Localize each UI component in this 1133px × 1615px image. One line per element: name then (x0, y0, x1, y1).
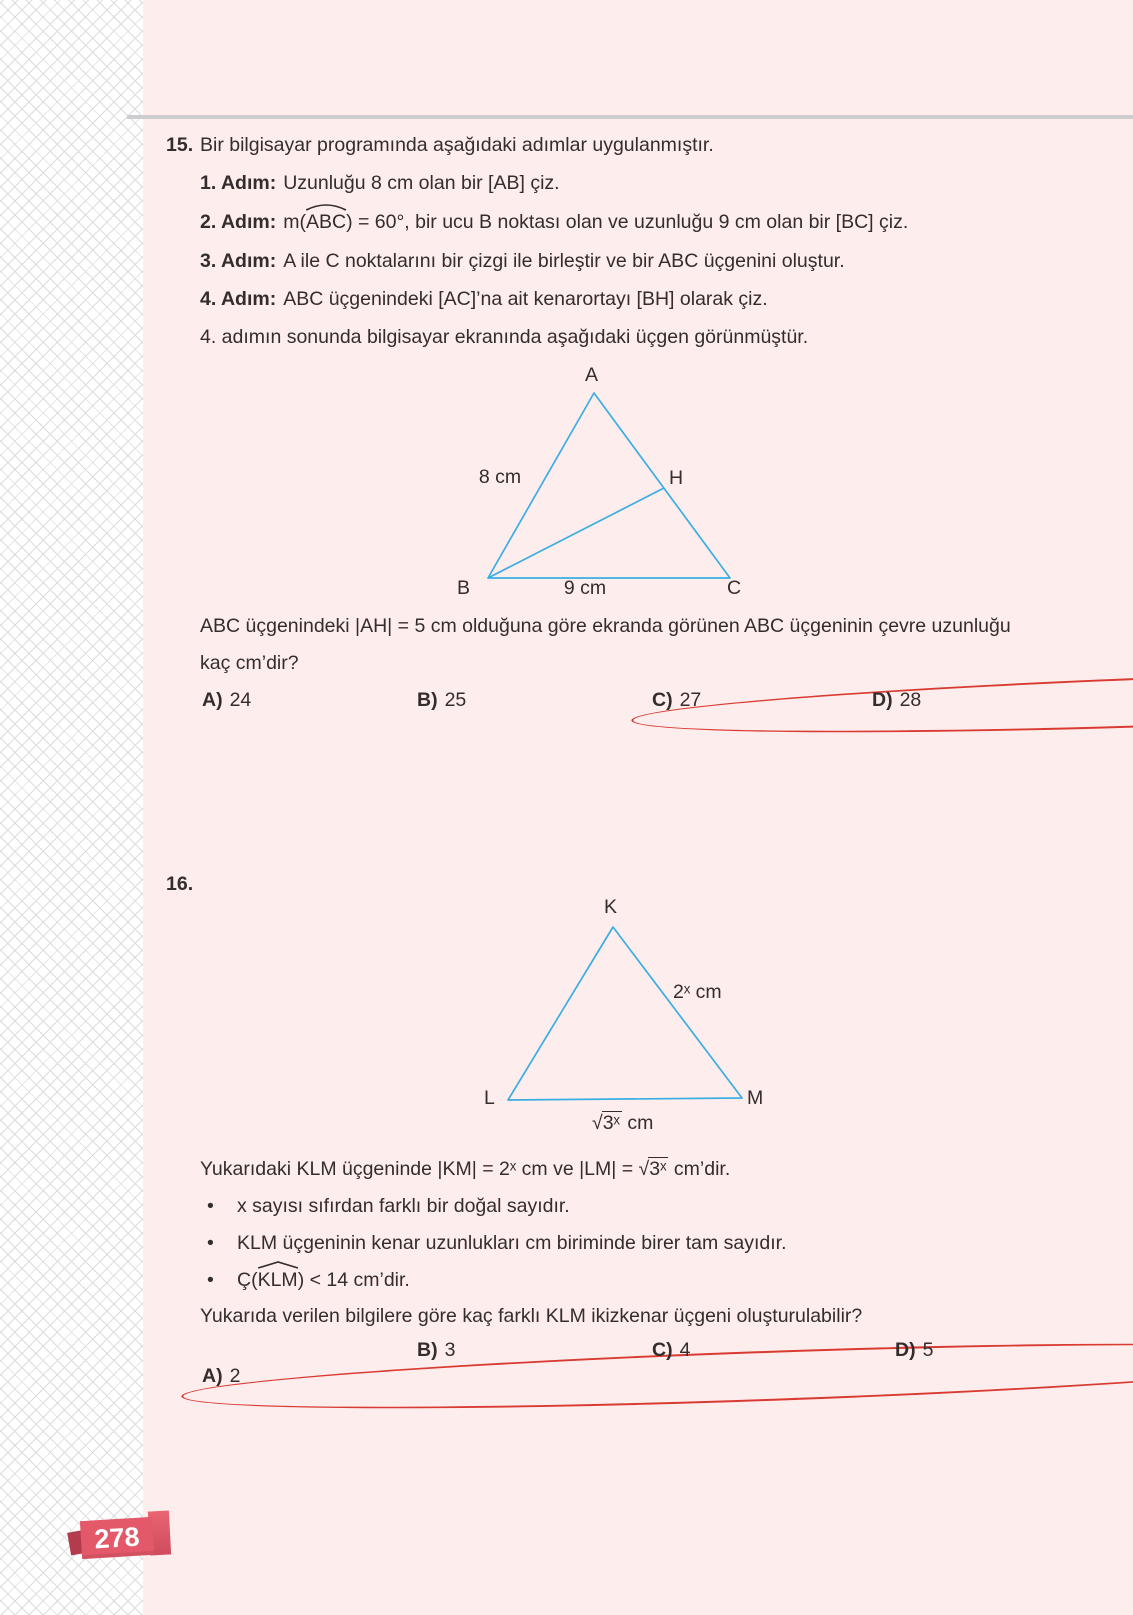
q16-bullet-3 (207, 1268, 410, 1292)
perimeter-klm-notation (258, 1268, 298, 1292)
q15-step-1 (200, 171, 560, 195)
q16-bullet-2-text: KLM üçgeninin kenar uzunlukları cm biriminde birer tam sayıdır. (237, 1232, 787, 1254)
bullet-dot-icon: • (207, 1269, 214, 1291)
q16-option-d-value: 5 (922, 1339, 934, 1361)
q15-step-4 (200, 287, 768, 311)
side-lm-label (592, 1111, 653, 1135)
q16-option-a-letter: A) (202, 1365, 223, 1388)
q15-option-d-value: 28 (899, 689, 922, 711)
q16-bullet-1 (207, 1194, 570, 1218)
point-h-label: H (669, 467, 684, 489)
q15-number-text: 15. (166, 134, 194, 156)
vertex-b-label: B (457, 577, 471, 599)
q16-intro-before: Yukarıdaki KLM üçgeninde |KM| = 2ˣ cm ve |LM| = (200, 1158, 639, 1180)
page-number-badge (80, 1517, 154, 1559)
header-rule (127, 115, 1133, 119)
q15-step-4-text: ABC üçgenindeki [AC]’na ait kenarortayı [BH] olarak çiz. (283, 288, 768, 310)
page-number: 278 (93, 1521, 141, 1554)
q16-option-a-circled (200, 1363, 1133, 1389)
q15-option-a-value: 24 (229, 689, 252, 711)
roof-over-klm-icon (256, 1261, 300, 1269)
vertex-k-label: K (604, 896, 618, 918)
q15-option-c-letter: C) (652, 689, 673, 711)
q15-option-d (870, 687, 923, 713)
q15-option-a-letter: A) (202, 689, 223, 711)
sqrt-unit: cm (621, 1112, 654, 1134)
q16-option-c-value: 4 (679, 1339, 691, 1361)
q15-step-2 (200, 210, 908, 234)
side-ab-label: 8 cm (478, 466, 522, 488)
q15-number (166, 133, 193, 157)
q15-step-note: 4. adımın sonunda bilgisayar ekranında aşağıdaki üçgen görünmüştür. (200, 326, 809, 348)
triangle-abc-diagram (410, 356, 790, 606)
q16-bullet-3-hat-letters: KLM (257, 1269, 298, 1291)
q16-intro (200, 1157, 730, 1181)
triangle-klm-outline (508, 927, 742, 1100)
q16-intro-sqrt-sign: √ (638, 1158, 649, 1180)
vertex-m-label: M (747, 1087, 764, 1109)
q16-option-d (893, 1337, 935, 1363)
q15-option-c-value: 27 (679, 689, 702, 711)
q15-body-line2: kaç cm’dir? (200, 652, 299, 674)
q16-bullet-1-text: x sayısı sıfırdan farklı bir doğal sayıdır. (237, 1195, 570, 1217)
side-bc-label: 9 cm (563, 577, 607, 599)
q16-number (166, 872, 193, 896)
q15-intro: Bir bilgisayar programında aşağıdaki adımlar uygulanmıştır. (200, 134, 714, 156)
q15-step-4-label: 4. Adım: (200, 288, 277, 310)
vertex-a-label: A (585, 364, 599, 386)
q16-option-b-value: 3 (444, 1339, 456, 1361)
q16-option-b-letter: B) (417, 1339, 438, 1361)
side-km-label: 2ˣ cm (673, 981, 722, 1003)
q16-option-d-letter: D) (895, 1339, 916, 1361)
q15-step-1-label: 1. Adım: (200, 172, 277, 194)
q15-option-b-value: 25 (444, 689, 467, 711)
q15-step-2-pre: m( (283, 211, 306, 233)
q16-option-b (415, 1337, 457, 1363)
q16-option-c-letter: C) (652, 1339, 673, 1361)
margin-hatch-pattern (0, 0, 143, 1615)
q15-step-3-text: A ile C noktalarını bir çizgi ile birleştir ve bir ABC üçgenini oluştur. (283, 250, 845, 272)
q15-option-a (200, 687, 253, 713)
q16-option-c (650, 1337, 692, 1363)
q16-intro-radicand: 3ˣ (649, 1158, 667, 1180)
q15-step-3-label: 3. Adım: (200, 250, 277, 272)
angle-abc-notation (306, 210, 346, 234)
q15-step-3 (200, 249, 845, 273)
q16-option-a-value: 2 (229, 1365, 241, 1388)
q16-number-text: 16. (166, 873, 194, 895)
q15-step-2-post: ) = 60°, bir ucu B noktası olan ve uzunluğu 9 cm olan bir [BC] çiz. (346, 211, 909, 233)
arc-over-abc-icon (304, 203, 348, 211)
q15-option-d-letter: D) (872, 689, 893, 711)
sqrt-sign: √ (592, 1112, 602, 1134)
q16-bullet-3-post: ) < 14 cm’dir. (297, 1269, 410, 1291)
q16-bullet-2 (207, 1231, 787, 1255)
q15-step-2-arc-letters: ABC (305, 211, 347, 233)
sqrt-radicand: 3ˣ (602, 1112, 620, 1134)
q15-option-b (415, 687, 468, 713)
bullet-dot-icon: • (207, 1195, 214, 1217)
q16-bullet-3-pre: Ç( (237, 1269, 258, 1291)
q16-question: Yukarıda verilen bilgilere göre kaç farklı KLM ikizkenar üçgeni oluşturulabilir? (200, 1305, 863, 1327)
q15-step-1-text: Uzunluğu 8 cm olan bir [AB] çiz. (283, 172, 560, 194)
q15-body-line1: ABC üçgenindeki |AH| = 5 cm olduğuna göre ekranda görünen ABC üçgeninin çevre uzunluğu (200, 615, 1011, 637)
q15-option-b-letter: B) (417, 689, 438, 711)
q16-intro-after: cm’dir. (668, 1158, 731, 1180)
q15-step-2-label: 2. Adım: (200, 211, 277, 233)
vertex-c-label: C (727, 577, 742, 599)
vertex-l-label: L (484, 1087, 495, 1109)
bullet-dot-icon: • (207, 1232, 214, 1254)
